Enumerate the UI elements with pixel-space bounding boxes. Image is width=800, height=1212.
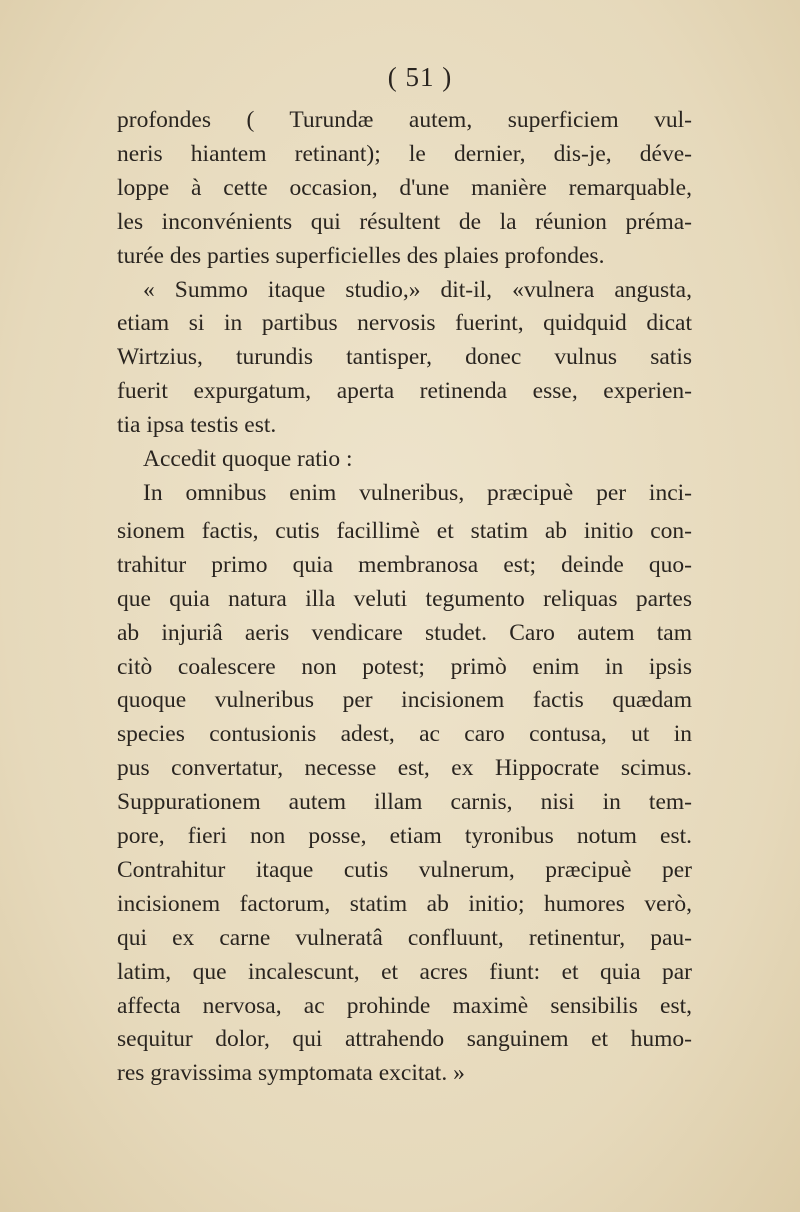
text-line: Wirtzius, turundis tantisper, donec vulnus satis <box>117 344 692 371</box>
text-line: etiam si in partibus nervosis fuerint, quidquid dicat <box>117 310 692 337</box>
text-line: latim, que incalescunt, et acres fiunt: et quia par <box>117 958 692 985</box>
text-line: sequitur dolor, qui attrahendo sanguinem et humo- <box>117 1026 692 1053</box>
text-line: Contrahitur itaque cutis vulnerum, præcipuè per <box>117 856 692 883</box>
text-line: loppe à cette occasion, d'une manière remarquable, <box>117 174 692 201</box>
text-line: que quia natura illa veluti tegumento reliquas partes <box>117 585 692 612</box>
text-line: pus convertatur, necesse est, ex Hippocrate scimus. <box>117 755 692 782</box>
text-line: ab injuriâ aeris vendicare studet. Caro autem tam <box>117 619 692 646</box>
text-line: incisionem factorum, statim ab initio; humores verò, <box>117 890 692 917</box>
text-line: affecta nervosa, ac prohinde maximè sensibilis est, <box>117 992 692 1019</box>
text-line: qui ex carne vulneratâ confluunt, retinentur, pau- <box>117 924 692 951</box>
text-line: res gravissima symptomata excitat. » <box>117 1060 465 1087</box>
text-line: neris hiantem retinant); le dernier, dis-je, déve- <box>117 140 692 167</box>
text-line: pore, fieri non posse, etiam tyronibus notum est. <box>117 823 692 850</box>
text-line: Accedit quoque ratio : <box>143 446 353 473</box>
text-line: tia ipsa testis est. <box>117 412 277 439</box>
text-line: Suppurationem autem illam carnis, nisi in tem- <box>117 789 692 816</box>
text-line: profondes ( Turundæ autem, superficiem vul- <box>117 107 692 133</box>
page-number: ( 51 ) <box>387 62 453 92</box>
text-line: turée des parties superficielles des plaies profondes. <box>117 242 605 269</box>
text-line: sionem factis, cutis facillimè et statim ab initio con- <box>117 517 692 544</box>
text-line: citò coalescere non potest; primò enim in ipsis <box>117 653 692 680</box>
text-line: quoque vulneribus per incisionem factis quædam <box>117 687 692 714</box>
text-line: les inconvénients qui résultent de la réunion préma- <box>117 208 692 235</box>
text-line: In omnibus enim vulneribus, præcipuè per inci- <box>143 479 692 506</box>
text-line: « Summo itaque studio,» dit-il, «vulnera angusta, <box>143 276 692 303</box>
body-text <box>117 104 692 1091</box>
text-line: fuerit expurgatum, aperta retinenda esse, experien- <box>117 378 692 405</box>
text-line: species contusionis adest, ac caro contusa, ut in <box>117 721 692 748</box>
text-line: trahitur primo quia membranosa est; deinde quo- <box>117 551 692 578</box>
